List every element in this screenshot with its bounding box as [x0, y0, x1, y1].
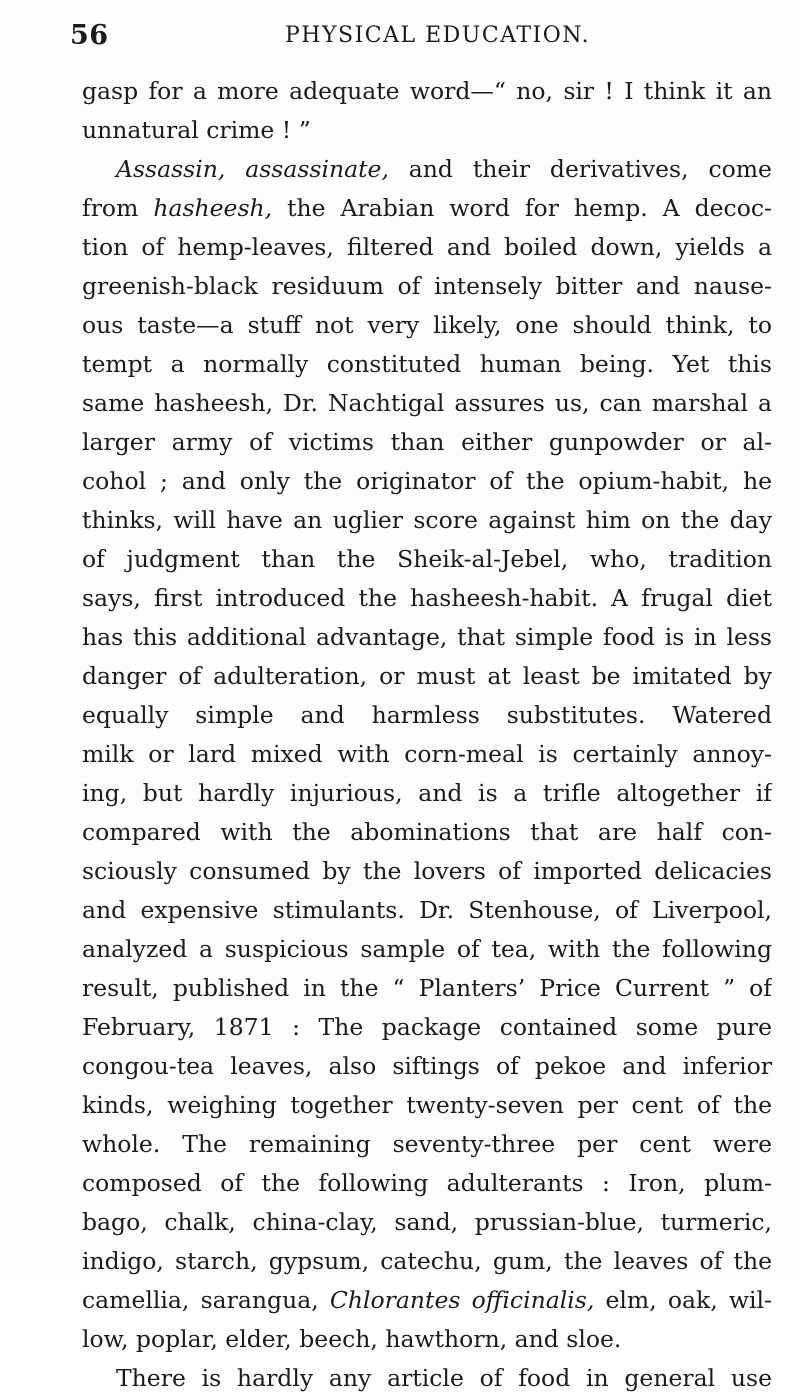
text-line: kinds, weighing together twenty-seven per cent of the — [82, 1091, 772, 1119]
text-line: There is hardly any article of food in general use — [116, 1364, 772, 1392]
text-line: milk or lard mixed with corn-meal is certainly annoy- — [82, 740, 772, 768]
text-line-with-italics: camellia, sarangua, Chlorantes officinalis, elm, oak, wil- — [82, 1286, 772, 1314]
text-line-with-italics: from hasheesh, the Arabian word for hemp. A decoc- — [82, 194, 772, 222]
text-line: composed of the following adulterants : Iron, plum- — [82, 1169, 772, 1197]
text-line: gasp for a more adequate word—“ no, sir ! I think it an — [82, 77, 772, 105]
text-line: indigo, starch, gypsum, catechu, gum, the leaves of the — [82, 1247, 772, 1275]
italic-term: officinalis, — [471, 1286, 595, 1314]
text-line: of judgment than the Sheik-al-Jebel, who, tradition — [82, 545, 772, 573]
text-line: sciously consumed by the lovers of imported delicacies — [82, 857, 772, 885]
text-line: February, 1871 : The package contained some pure — [82, 1013, 772, 1041]
text-line: says, first introduced the hasheesh-habit. A frugal diet — [82, 584, 772, 612]
text-line-with-italics: Assassin, assassinate, and their derivatives, come — [116, 155, 772, 183]
text-line: ing, but hardly injurious, and is a trifle altogether if — [82, 779, 772, 807]
text-line: compared with the abominations that are half con- — [82, 818, 772, 846]
italic-term: hasheesh, — [153, 194, 273, 222]
italic-term: Chlorantes — [329, 1286, 461, 1314]
text-line: same hasheesh, Dr. Nachtigal assures us, can marshal a — [82, 389, 772, 417]
text-line: unnatural crime ! ” — [82, 116, 311, 144]
text-line: larger army of victims than either gunpowder or al- — [82, 428, 772, 456]
text-line: whole. The remaining seventy-three per cent were — [82, 1130, 772, 1158]
text-line: and expensive stimulants. Dr. Stenhouse, of Liverpool, — [82, 896, 772, 924]
text-line: tion of hemp-leaves, filtered and boiled down, yields a — [82, 233, 772, 261]
italic-term: Assassin, — [116, 155, 226, 183]
text-line: greenish-black residuum of intensely bitter and nause- — [82, 272, 772, 300]
running-head: PHYSICAL EDUCATION. — [285, 23, 591, 48]
text-line: bago, chalk, china-clay, sand, prussian-blue, turmeric, — [82, 1208, 772, 1236]
text-line: equally simple and harmless substitutes. Watered — [82, 701, 772, 729]
page-header — [70, 20, 770, 54]
text-line: low, poplar, elder, beech, hawthorn, and sloe. — [82, 1325, 622, 1353]
body-text — [82, 72, 772, 1398]
text-line: tempt a normally constituted human being. Yet this — [82, 350, 772, 378]
text-line: has this additional advantage, that simple food is in less — [82, 623, 772, 651]
text-line: analyzed a suspicious sample of tea, with the following — [82, 935, 772, 963]
text-line: result, published in the “ Planters’ Price Current ” of — [82, 974, 772, 1002]
italic-term: assassinate, — [245, 155, 389, 183]
page-number: 56 — [70, 20, 109, 51]
text-line: congou-tea leaves, also siftings of pekoe and inferior — [82, 1052, 772, 1080]
text-line: cohol ; and only the originator of the opium-habit, he — [82, 467, 772, 495]
text-line: ous taste—a stuff not very likely, one should think, to — [82, 311, 772, 339]
text-line: danger of adulteration, or must at least be imitated by — [82, 662, 772, 690]
text-line: thinks, will have an uglier score against him on the day — [82, 506, 772, 534]
